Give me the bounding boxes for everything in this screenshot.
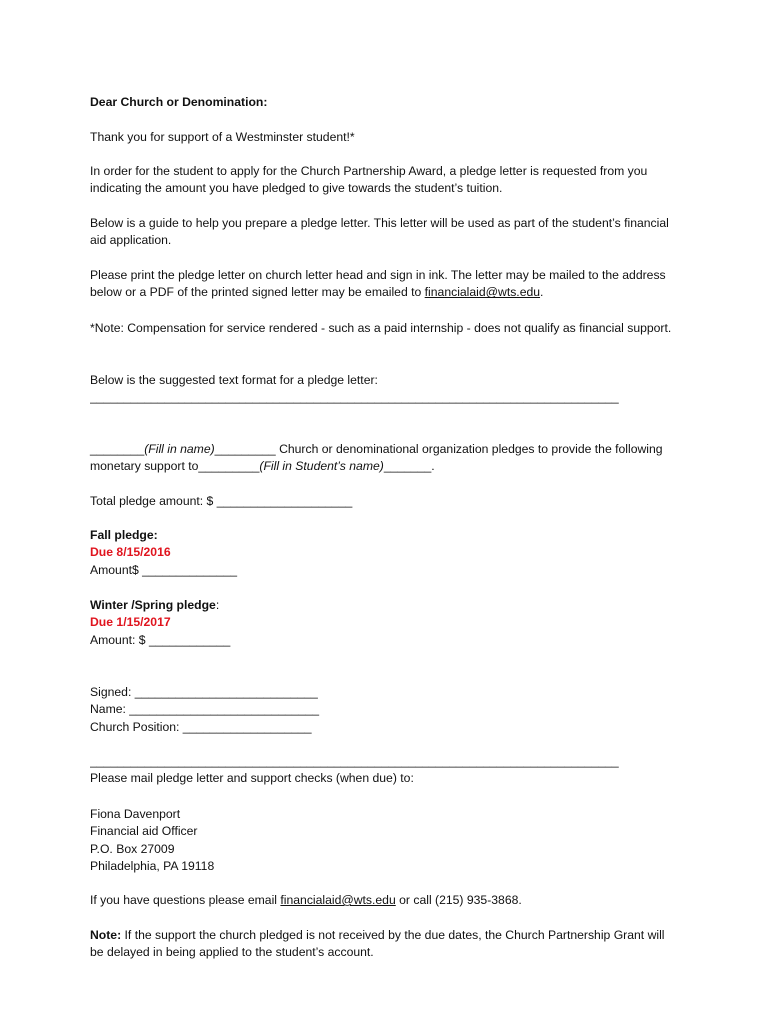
spring-pledge-colon: :: [215, 598, 220, 612]
fall-pledge-label: Fall pledge:: [90, 528, 158, 542]
spring-pledge-label: Winter /Spring pledge: [90, 598, 216, 612]
church-position-line: Church Position: ___________________: [90, 719, 312, 734]
address-title: Financial aid Officer: [90, 824, 198, 839]
suggested-format-block: [90, 372, 675, 407]
intro-paragraph: In order for the student to apply for the Church Partnership Award, a pledge letter is requested from you indicating the amount you have pledged to give towards the student’s tuition.: [90, 164, 648, 196]
spring-pledge-block: [90, 597, 675, 649]
fall-pledge-block: [90, 527, 675, 579]
divider-rule-top: ______________________________________________________________________________: [90, 390, 619, 405]
suggested-format-intro: Below is the suggested text format for a pledge letter:: [90, 373, 378, 387]
template-end: .: [431, 459, 435, 474]
signature-block: [90, 684, 675, 736]
contact-email-link[interactable]: financialaid@wts.edu: [280, 893, 396, 907]
template-sentence: [90, 441, 675, 476]
name-line: Name: ____________________________: [90, 702, 320, 717]
guide-paragraph: Below is a guide to help you prepare a pledge letter. This letter will be used as part of the student’s financial aid application.: [90, 216, 669, 248]
fill-in-name: (Fill in name): [144, 442, 215, 456]
greeting: Dear Church or Denomination:: [90, 95, 268, 109]
thanks-line: Thank you for support of a Westminster student!*: [90, 130, 355, 144]
divider-rule-bottom: ______________________________________________________________________________: [90, 754, 619, 768]
blank-name-2: _________: [214, 442, 276, 456]
blank-student-2: _______: [383, 459, 432, 474]
contact-post: or call (215) 935-3868.: [395, 893, 522, 907]
signed-line: Signed: ___________________________: [90, 685, 318, 699]
spring-due-date: Due 1/15/2017: [90, 615, 171, 630]
compensation-note: *Note: Compensation for service rendered - such as a paid internship - does not qualify as financial support.: [90, 321, 672, 335]
spring-amount-line: Amount: $ ____________: [90, 632, 231, 647]
fill-in-student-name: (Fill in Student’s name): [259, 459, 384, 474]
contact-line: [90, 892, 675, 909]
final-note-text: If the support the church pledged is not received by the due dates, the Church Partnership Grant will be delayed in being applied to the student’s account.: [90, 928, 665, 960]
fall-amount-line: Amount$ ______________: [90, 562, 238, 577]
mail-block: [90, 753, 675, 788]
address-name: Fiona Davenport: [90, 807, 181, 821]
final-note-label: Note:: [90, 928, 122, 942]
mail-intro: Please mail pledge letter and support checks (when due) to:: [90, 771, 414, 786]
blank-name-1: ________: [90, 442, 145, 456]
final-note: [90, 927, 675, 962]
total-pledge-line: Total pledge amount: $ ____________________: [90, 494, 353, 508]
fall-due-date: Due 8/15/2016: [90, 545, 171, 560]
address-po-box: P.O. Box 27009: [90, 841, 175, 856]
print-instructions-text: Please print the pledge letter on church letter head and sign in ink. The letter may be mailed to the address below or a PDF of the printed signed letter may be emailed to: [90, 268, 666, 300]
address-city: Philadelphia, PA 19118: [90, 859, 215, 874]
print-instructions-paragraph: [90, 267, 675, 302]
mailing-address: [90, 806, 675, 876]
email-link[interactable]: financialaid@wts.edu: [424, 285, 541, 300]
contact-pre: If you have questions please email: [90, 893, 281, 907]
template-text: Church or denominational organization pledges to provide the following monetary support to: [90, 442, 663, 474]
blank-student-1: _________: [198, 459, 260, 474]
print-instructions-end: .: [540, 285, 544, 300]
